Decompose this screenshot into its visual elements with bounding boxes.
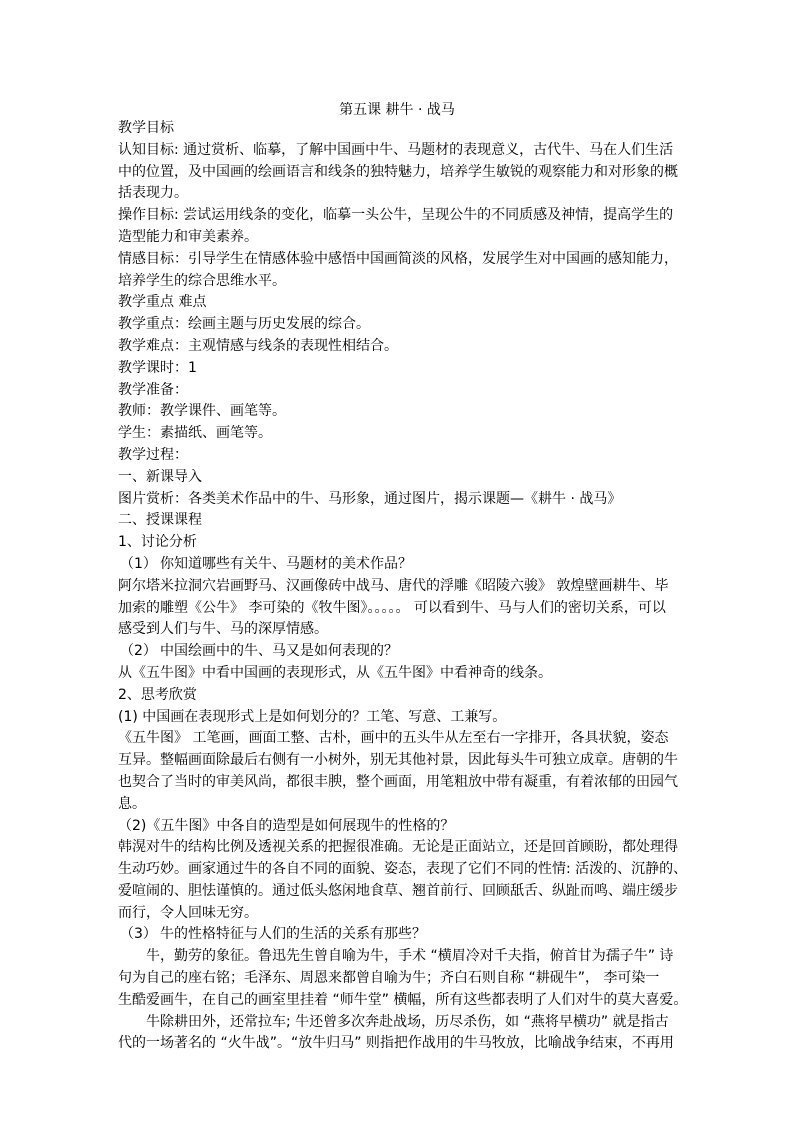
section-heading: 2、思考欣赏 xyxy=(118,686,197,703)
document-body xyxy=(118,118,688,1055)
paragraph-line: 教师：教学课件、画笔等。 xyxy=(118,403,286,420)
paragraph-line: 培养学生的综合思维水平。 xyxy=(118,272,286,289)
paragraph-line: 爱喧闹的、胆怯谨慎的。通过低头悠闲地食草、翘首前行、回顾舐舌、纵趾而鸣、端庄缓步 xyxy=(118,882,678,899)
paragraph-line: 教学过程： xyxy=(118,446,188,463)
paragraph-line: 牛，勤劳的象征。鲁迅先生曾自喻为牛，手术 “横眉冷对千夫指，俯首甘为孺子牛” 诗 xyxy=(146,948,674,965)
paragraph-line: 韩滉对牛的结构比例及透视关系的把握很准确。无论是正面站立，还是回首顾盼，都处理得 xyxy=(118,839,678,856)
paragraph-line: 也契合了当时的审美风尚，都很丰腴，整个画面，用笔粗放中带有凝重，有着浓郁的田园气 xyxy=(118,773,678,790)
paragraph-line: 教学准备： xyxy=(118,381,188,398)
question-text: 中国绘画中的牛、马又是如何表现的？ xyxy=(160,643,398,660)
paragraph-line: 感受到人们与牛、马的深厚情感。 xyxy=(118,621,328,638)
question-text: 牛的性格特征与人们的生活的关系有那些？ xyxy=(160,926,426,943)
section-heading: 教学重点 难点 xyxy=(118,294,207,311)
page-title: 第五课 耕牛 · 战马 xyxy=(339,102,455,118)
paragraph-line: 《五牛图》 工笔画，画面工整、古朴，画中的五头牛从左至右一字排开，各具状貌，姿态 xyxy=(118,730,669,747)
question-number: （2） xyxy=(120,643,157,660)
paragraph-line: 认知目标: 通过赏析、临摹，了解中国画中牛、马题材的表现意义，古代牛、马在人们生活 xyxy=(118,141,674,158)
paragraph-line: 代的一场著名的 “火牛战”。“放牛归马” 则指把作战用的牛马牧放，比喻战争结束，不再用 xyxy=(118,1035,674,1052)
question-1 xyxy=(118,554,680,576)
question-number: （1） xyxy=(120,555,157,572)
paragraph-line: 操作目标: 尝试运用线条的变化，临摹一头公牛，呈现公牛的不同质感及神情，提高学生的 xyxy=(118,207,674,224)
paragraph-line: 互异。整幅画面除最后右侧有一小树外，别无其他衬景，因此每头牛可独立成章。唐朝的牛 xyxy=(118,752,678,769)
question-3 xyxy=(118,924,680,946)
paragraph-line: 加索的雕塑《公牛》 李可染的《牧牛图》。。。。。 可以看到牛、马与人们的密切关系，可以 xyxy=(118,599,666,616)
paragraph-line: 而行，令人回味无穷。 xyxy=(118,904,258,921)
question-number: （3） xyxy=(120,926,157,943)
paragraph-line: 图片赏析：各类美术作品中的牛、马形象，通过图片，揭示课题—《耕牛 · 战马》 xyxy=(118,490,622,507)
paragraph-line: 生酷爱画牛，在自己的画室里挂着 “师牛堂” 横幅，所有这些都表明了人们对牛的莫大喜爱。 xyxy=(118,991,688,1008)
paragraph-line: 括表现力。 xyxy=(118,185,188,202)
paragraph-line: 牛除耕田外，还常拉车; 牛还曾多次奔赴战场，历尽杀伤，如 “燕将早横功” 就是指古 xyxy=(146,1013,669,1030)
question-2 xyxy=(118,641,680,663)
section-heading: 1、讨论分析 xyxy=(118,534,197,551)
paragraph-line: 息。 xyxy=(118,795,146,812)
paragraph-line: 句为自己的座右铭；毛泽东、周恩来都曾自喻为牛；齐白石则自称 “耕砚牛”， 李可染一 xyxy=(118,970,660,987)
section-heading: 教学目标 xyxy=(118,120,174,136)
paragraph-line: 生动巧妙。画家通过牛的各自不同的面貌、姿态，表现了它们不同的性情: 活泼的、沉静的、 xyxy=(118,861,688,878)
paragraph-line: 教学课时：1 xyxy=(118,359,197,376)
question-text: 你知道哪些有关牛、马题材的美术作品？ xyxy=(160,555,412,572)
paragraph-line: 教学难点：主观情感与线条的表现性相结合。 xyxy=(118,337,398,354)
paragraph-line: (1) 中国画在表现形式上是如何划分的？工笔、写意、工兼写。 xyxy=(118,708,507,725)
paragraph-line: （2)《五牛图》中各自的造型是如何展现牛的性格的？ xyxy=(118,817,455,834)
section-heading: 一、新课导入 xyxy=(118,468,202,485)
paragraph-line: 教学重点：绘画主题与历史发展的综合。 xyxy=(118,316,370,333)
section-heading: 二、授课课程 xyxy=(118,512,202,529)
paragraph-line: 阿尔塔米拉洞穴岩画野马、汉画像砖中战马、唐代的浮雕《昭陵六骏》 敦煌壁画耕牛、毕 xyxy=(118,577,669,594)
paragraph-line: 从《五牛图》中看中国画的表现形式，从《五牛图》中看神奇的线条。 xyxy=(118,664,552,681)
paragraph-line: 造型能力和审美素养。 xyxy=(118,228,258,245)
paragraph-line: 中的位置，及中国画的绘画语言和线条的独特魅力，培养学生敏锐的观察能力和对形象的概 xyxy=(118,163,678,180)
paragraph-line: 情感目标：引导学生在情感体验中感悟中国画简淡的风格，发展学生对中国画的感知能力， xyxy=(118,250,678,267)
paragraph-line: 学生：素描纸、画笔等。 xyxy=(118,425,272,442)
